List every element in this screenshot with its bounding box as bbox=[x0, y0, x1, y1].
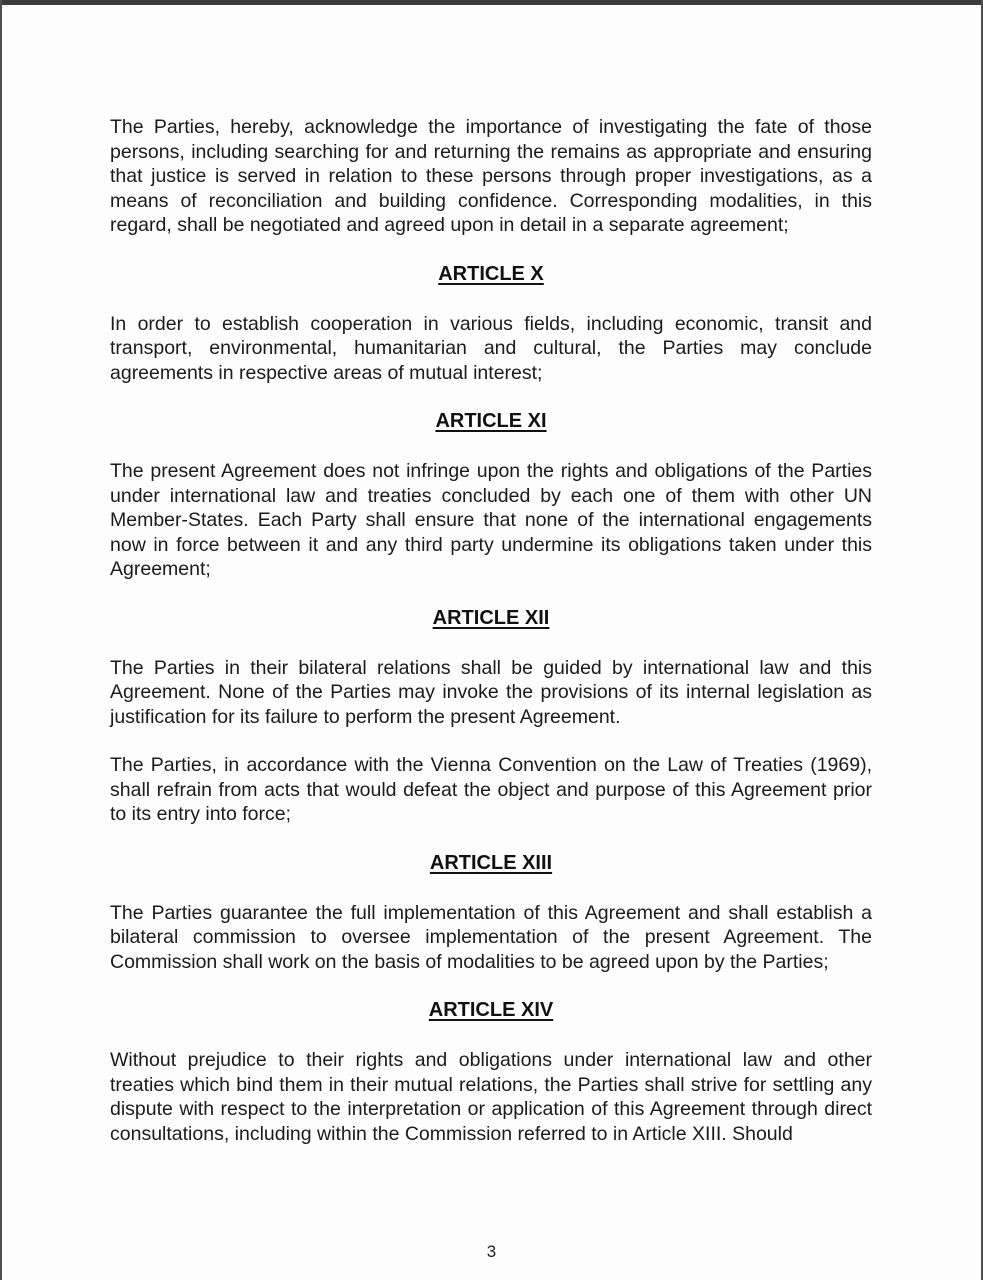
page-number: 3 bbox=[486, 1242, 497, 1261]
article-heading bbox=[110, 409, 872, 434]
paragraph: The Parties, in accordance with the Vienna Convention on the Law of Treaties (1969), shall refrain from acts that would defeat the object and purpose of this Agreement prior to its entry into force; bbox=[110, 754, 872, 826]
article-heading-text: ARTICLE XI bbox=[435, 410, 547, 433]
article-heading-text: ARTICLE XIV bbox=[428, 999, 554, 1022]
article-heading bbox=[110, 606, 872, 631]
article-heading bbox=[110, 262, 872, 287]
paragraph: The Parties in their bilateral relations shall be guided by international law and this Agreement. None of the Parties may invoke the provisions of its internal legislation as justification for its failure to perform the present Agreement. bbox=[110, 656, 872, 728]
article-heading bbox=[110, 998, 872, 1023]
scan-edge-top bbox=[0, 0, 983, 5]
paragraph: In order to establish cooperation in various fields, including economic, transit and transport, environmental, humanitarian and cultural, the Parties may conclude agreements in respective areas of mutual interest; bbox=[110, 312, 872, 384]
article-heading-text: ARTICLE XII bbox=[432, 606, 550, 629]
article-heading-text: ARTICLE XIII bbox=[429, 852, 553, 875]
paragraph: Without prejudice to their rights and obligations under international law and other treaties which bind them in their mutual relations, the Parties shall strive for settling any dispute with respect to the interpretation or application of this Agreement through direct consultations, including within the Commission referred to in Article XIII. Should bbox=[110, 1049, 872, 1145]
paragraph: The Parties, hereby, acknowledge the importance of investigating the fate of those persons, including searching for and returning the remains as appropriate and ensuring that justice is served in relation to these persons through proper investigations, as a means of reconciliation and building confidence. Corresponding modalities, in this regard, shall be negotiated and agreed upon in detail in a separate agreement; bbox=[110, 116, 872, 237]
article-heading-text: ARTICLE X bbox=[438, 262, 544, 285]
document-body bbox=[110, 115, 872, 1170]
paragraph: The Parties guarantee the full implementation of this Agreement and shall establish a bilateral commission to oversee implementation of the present Agreement. The Commission shall work on the basis of modalities to be agreed upon by the Parties; bbox=[110, 901, 872, 973]
scan-edge-left bbox=[0, 0, 2, 1280]
article-heading bbox=[110, 851, 872, 876]
paragraph: The present Agreement does not infringe upon the rights and obligations of the Parties under international law and treaties concluded by each one of them with other UN Member-States. Each Party shall ensure that none of the international engagements now in force between it and any third party undermine its obligations taken under this Agreement; bbox=[110, 459, 872, 581]
